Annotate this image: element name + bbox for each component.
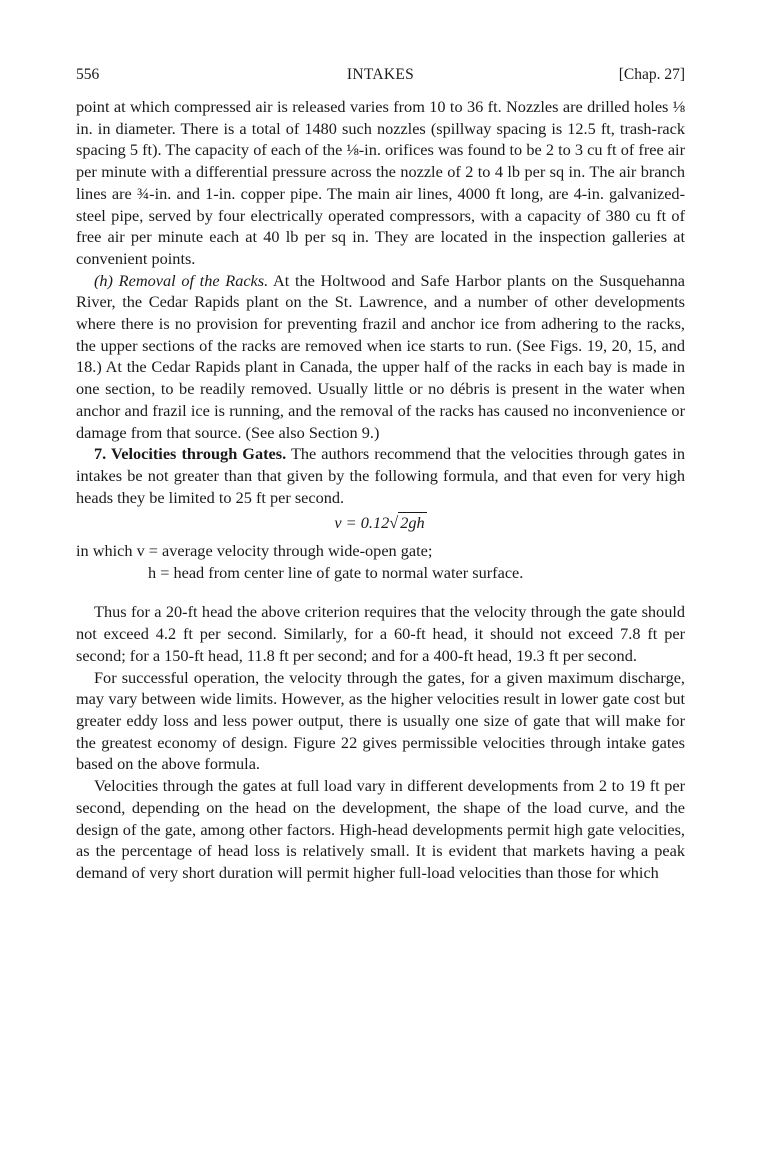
formula-left: v = 0.12	[334, 513, 390, 533]
definition-v: in which v = average velocity through wide-open gate;	[76, 541, 433, 561]
subsection-heading: (h) Removal of the Racks.	[94, 270, 269, 290]
paragraph-6: Velocities through the gates at full load vary in different developments from 2 to 19 ft per second, depending on the head on the development, the shape of the load curve, and the design of the gate, among other factors. High-head developments permit high gate velocities, as the percentage of head loss is relatively small. It is evident that markets having a peak demand of very short duration will permit higher full-load velocities than those for which	[76, 776, 685, 882]
formula-radicand: 2gh	[400, 513, 425, 533]
spacer	[76, 583, 685, 601]
chapter-label: [Chap. 27]	[618, 66, 685, 83]
formula-definitions	[76, 540, 685, 583]
section-heading: 7. Velocities through Gates.	[94, 444, 287, 464]
paragraph-2	[76, 270, 685, 444]
velocity-formula	[76, 512, 685, 534]
page-body	[76, 96, 685, 884]
paragraph-4: Thus for a 20-ft head the above criterion requires that the velocity through the gate should not exceed 4.2 ft per second. Similarly, for a 60-ft head, it should not exceed 7.8 ft per second; for a 150-ft head, 11.8 ft per second; and for a 400-ft head, 19.3 ft per second.	[76, 602, 685, 665]
definition-h: h = head from center line of gate to normal water surface.	[148, 562, 524, 582]
paragraph-3	[76, 443, 685, 508]
running-title: INTAKES	[346, 66, 415, 83]
page-header	[76, 66, 685, 88]
paragraph-1: point at which compressed air is released varies from 10 to 36 ft. Nozzles are drilled holes ⅛ in. in diameter. There is a total of 1480 such nozzles (spillway spacing is 12.5 ft, trash-rack spacing 5 ft). The capacity of each of the ⅛-in. orifices was found to be 2 to 3 cu ft of free air per minute with a differential pressure across the nozzle of 2 to 4 lb per sq in. The air branch lines are ¾-in. and 1-in. copper pipe. The main air lines, 4000 ft long, are 4-in. galvanized-steel pipe, served by four electrically operated compressors, with a capacity of 380 cu ft of free air per minute each at 40 lb per sq in. They are located in the inspection galleries at convenient points.	[76, 97, 685, 268]
page-number: 556	[76, 66, 100, 83]
radical-sign: √	[389, 513, 399, 533]
paragraph-3-text: The authors recommend that the velocities through gates in intakes be not greater than that given by the following formula, and that even for very high heads they be limited to 25 ft per second.	[76, 444, 685, 507]
paragraph-2-text: At the Holtwood and Safe Harbor plants on the Susquehanna River, the Cedar Rapids plant on the St. Lawrence, and a number of other developments where there is no provision for preventing frazil and anchor ice from adhering to the racks, the upper sections of the racks are removed when ice starts to run. (See Figs. 19, 20, 15, and 18.) At the Cedar Rapids plant in Canada, the upper half of the racks in each bay is made in one section, to be readily removed. Usually little or no débris is present in the water when anchor and frazil ice is running, and the removal of the racks has caused no inconvenience or damage from that source. (See also Section 9.)	[76, 270, 685, 442]
paragraph-5: For successful operation, the velocity through the gates, for a given maximum discharge, may vary between wide limits. However, as the higher velocities result in lower gate cost but greater eddy loss and less power output, there is usually one size of gate that will make for the greatest economy of design. Figure 22 gives permissible velocities through intake gates based on the above formula.	[76, 667, 685, 774]
